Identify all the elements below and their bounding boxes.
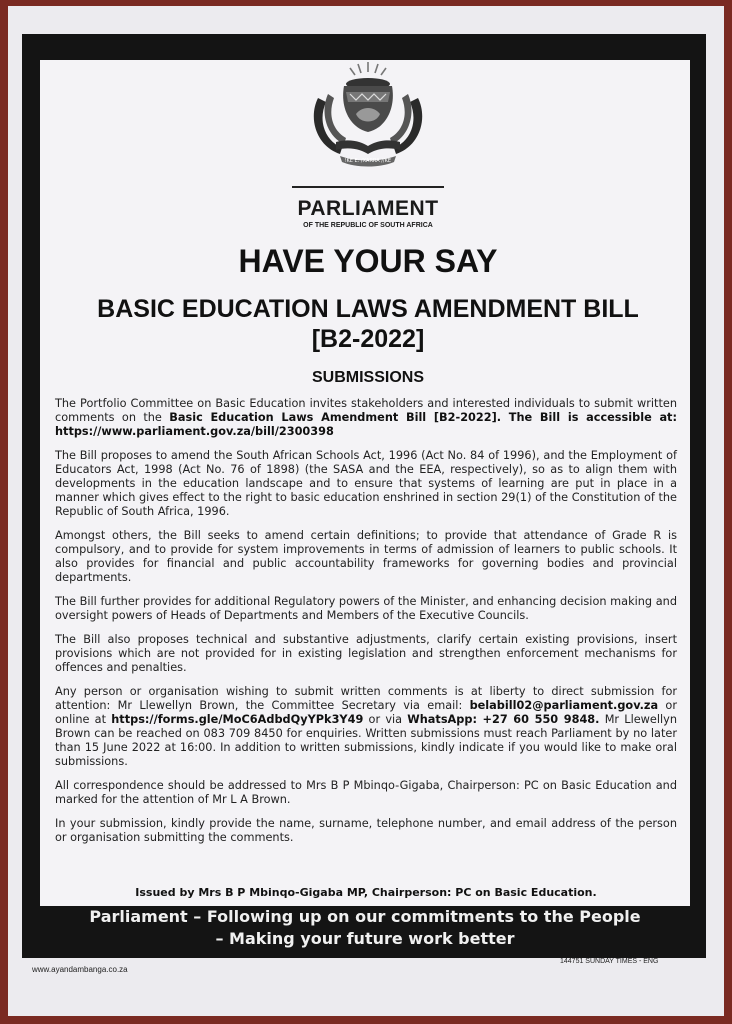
footer-website: www.ayandambanga.co.za bbox=[32, 965, 128, 974]
issued-by: Issued by Mrs B P Mbinqo-Gigaba MP, Chairperson: PC on Basic Education. bbox=[135, 886, 597, 899]
parliament-emblem-icon bbox=[306, 58, 430, 174]
headline: HAVE YOUR SAY bbox=[238, 243, 498, 279]
slogan-banner bbox=[40, 906, 690, 950]
paragraph-correspondence: All correspondence should be addressed to Mrs B P Mbinqo-Gigaba, Chairperson: PC on Basic Education and marked for the attention of Mr L A Brown. bbox=[55, 779, 677, 806]
paragraph-details: In your submission, kindly provide the name, surname, telephone number, and email address of the person or organisation submitting the comments. bbox=[55, 817, 677, 844]
form-url: https://forms.gle/MoC6AdbdQyYPk3Y49 bbox=[111, 713, 364, 726]
paragraph-invitation bbox=[55, 397, 677, 439]
bill-title-line1: BASIC EDUCATION LAWS AMENDMENT BILL bbox=[97, 295, 639, 323]
parliament-wordmark: PARLIAMENT bbox=[297, 197, 439, 220]
paragraph-adjustments: The Bill also proposes technical and substantive adjustments, clarify certain existing provisions, insert provisions which are not provided for in existing legislation and strengthen enforcement mechanisms for offences and penalties. bbox=[55, 633, 677, 674]
paragraph-submission-contact bbox=[55, 685, 677, 769]
notice-body bbox=[55, 397, 677, 855]
header-divider bbox=[292, 186, 444, 188]
paragraph-text: or via bbox=[363, 713, 408, 726]
paragraph-text: Mr Llewellyn Brown can be reached on 083 709 8450 for enquiries. Written submissions must reach Parliament by no later than 15 June 2022 at 16:00. In addition to written submissions, kindly indicate if you would like to make oral submissions. bbox=[55, 713, 677, 768]
paragraph-text: Any person or organisation wishing to submit written comments is at liberty to direct submission for attention: Mr Llewellyn Brown, the Committee Secretary via email: bbox=[55, 685, 677, 712]
emblem-motto: ǃKE E: /XARRA //KE bbox=[344, 158, 392, 164]
bill-title bbox=[56, 294, 680, 354]
parliament-subtitle: OF THE REPUBLIC OF SOUTH AFRICA bbox=[303, 222, 433, 229]
paragraph-powers: The Bill further provides for additional Regulatory powers of the Minister, and enhancing decision making and oversight powers of Heads of Departments and Members of the Executive Councils. bbox=[55, 595, 677, 622]
slogan-line1: Parliament – Following up on our commitments to the People bbox=[89, 907, 641, 926]
bill-link-text: Basic Education Laws Amendment Bill [B2-2022]. The Bill is accessible at: https://www.parliament.gov.za/bill/2300398 bbox=[55, 411, 677, 438]
paragraph-text: or online at bbox=[55, 699, 677, 726]
email-address: belabill02@parliament.gov.za bbox=[469, 699, 659, 712]
whatsapp-number: WhatsApp: +27 60 550 9848. bbox=[407, 713, 600, 726]
paragraph-amendments: Amongst others, the Bill seeks to amend certain definitions; to provide that attendance of Grade R is compulsory, and to provide for system improvements in terms of admission of learners to public schools. It also provides for financial and public accountability frameworks for governing bodies and provincial departments. bbox=[55, 529, 677, 584]
bill-title-line2: [B2-2022] bbox=[311, 325, 425, 353]
slogan-line2: – Making your future work better bbox=[215, 929, 515, 948]
paragraph-purpose: The Bill proposes to amend the South African Schools Act, 1996 (Act No. 84 of 1996), and the Employment of Educators Act, 1998 (Act No. 76 of 1898) (the SASA and the EEA, respectively), so as to align them with developments in the education landscape and to ensure that systems of learning are put in place in a manner which gives effect to the right to basic education enshrined in section 29(1) of the Constitution of the Republic of South Africa, 1996. bbox=[55, 449, 677, 518]
footer-ad-code: 144751 SUNDAY TIMES - ENG bbox=[560, 958, 659, 965]
section-heading: SUBMISSIONS bbox=[311, 369, 424, 386]
paragraph-text: The Portfolio Committee on Basic Education invites stakeholders and interested individuals to submit written comments on the bbox=[55, 397, 677, 424]
